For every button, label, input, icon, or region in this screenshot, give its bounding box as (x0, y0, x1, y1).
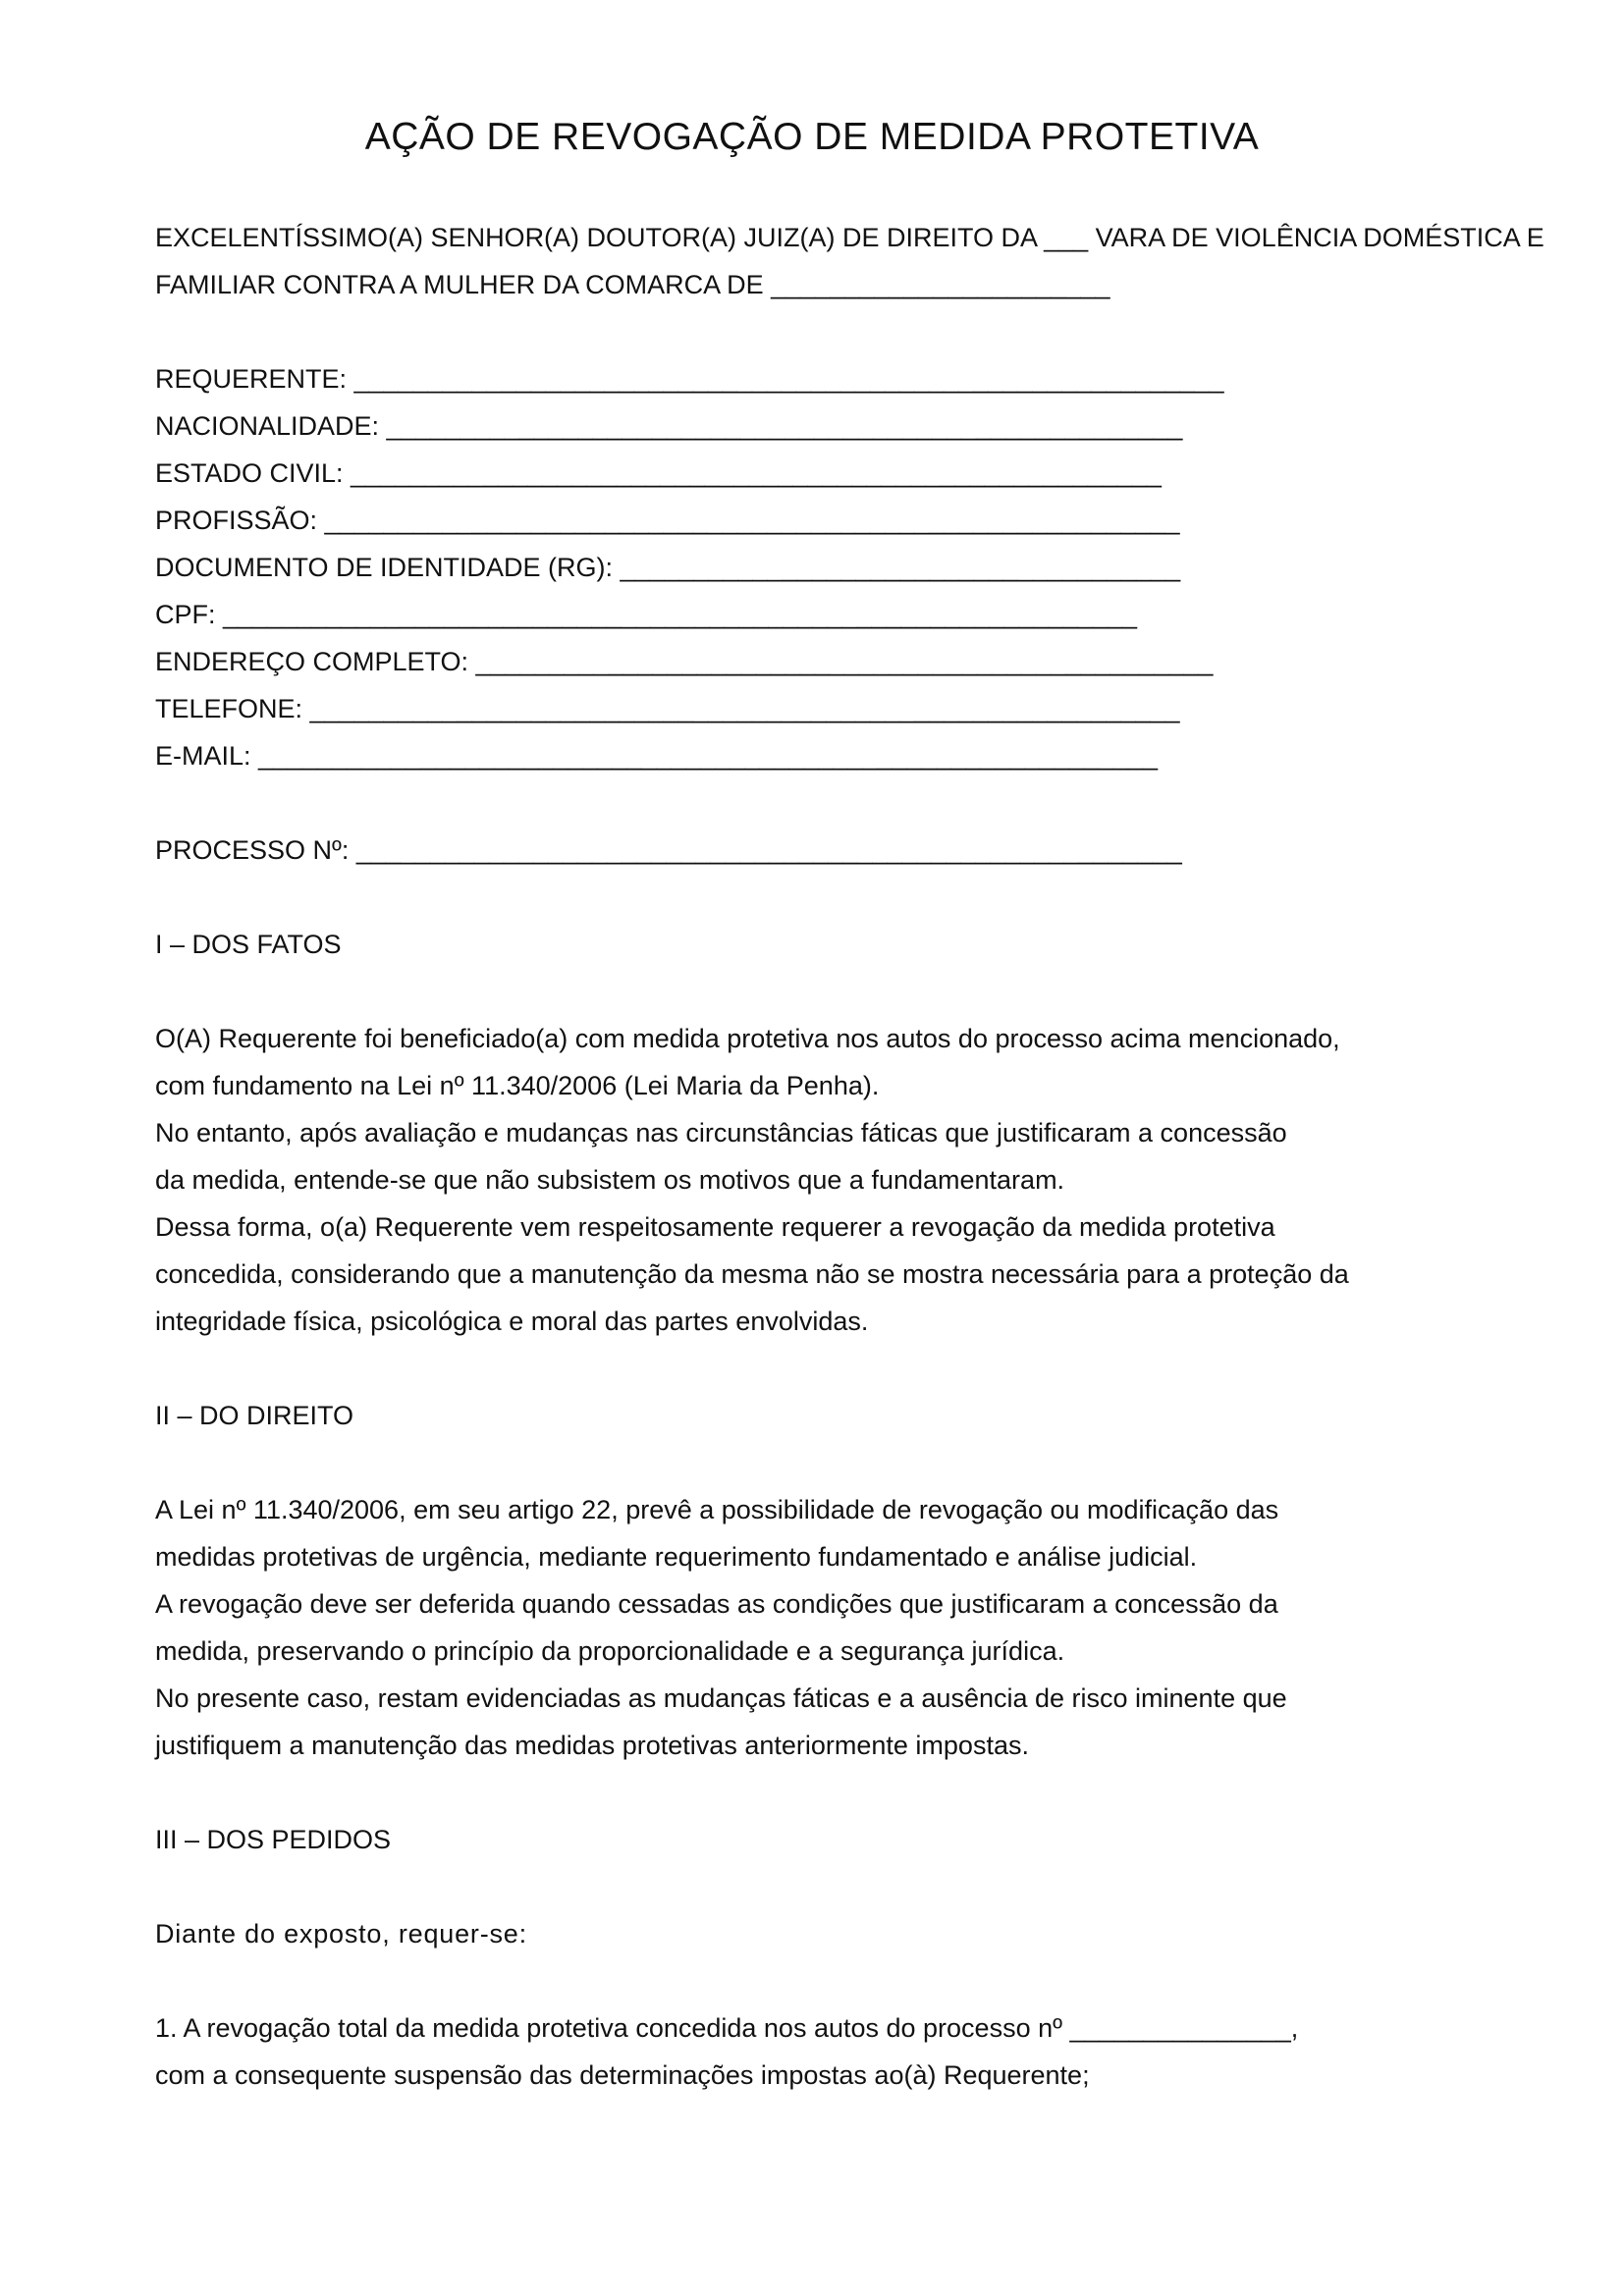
field-cpf: CPF: ______________________________________________________________ (155, 600, 1138, 629)
field-nacionalidade: NACIONALIDADE: ______________________________________________________ (155, 411, 1183, 441)
section-heading-fatos: I – DOS FATOS (155, 930, 342, 959)
field-telefone: TELEFONE: ___________________________________________________________ (155, 694, 1180, 723)
section-heading-pedidos: III – DOS PEDIDOS (155, 1825, 392, 1854)
direito-line-6: justifiquem a manutenção das medidas protetivas anteriormente impostas. (155, 1731, 1029, 1760)
direito-line-3: A revogação deve ser deferida quando cessadas as condições que justificaram a concessão da (155, 1589, 1278, 1619)
field-estado-civil: ESTADO CIVIL: _______________________________________________________ (155, 458, 1162, 488)
direito-line-2: medidas protetivas de urgência, mediante requerimento fundamentado e análise judicial. (155, 1542, 1198, 1572)
fatos-line-2: com fundamento na Lei nº 11.340/2006 (Lei Maria da Penha). (155, 1071, 880, 1100)
fatos-line-7: integridade física, psicológica e moral das partes envolvidas. (155, 1307, 869, 1336)
fatos-line-6: concedida, considerando que a manutenção da mesma não se mostra necessária para a proteção da (155, 1259, 1349, 1289)
fatos-line-4: da medida, entende-se que não subsistem os motivos que a fundamentaram. (155, 1165, 1065, 1195)
pedidos-item-1-line-1: 1. A revogação total da medida protetiva concedida nos autos do processo nº _______________, (155, 2013, 1299, 2043)
direito-line-1: A Lei nº 11.340/2006, em seu artigo 22, prevê a possibilidade de revogação ou modificação das (155, 1495, 1279, 1524)
field-email: E-MAIL: _____________________________________________________________ (155, 741, 1159, 771)
field-profissao: PROFISSÃO: __________________________________________________________ (155, 506, 1180, 535)
section-heading-direito: II – DO DIREITO (155, 1401, 354, 1430)
fatos-line-5: Dessa forma, o(a) Requerente vem respeitosamente requerer a revogação da medida protetiva (155, 1212, 1275, 1242)
fatos-line-3: No entanto, após avaliação e mudanças nas circunstâncias fáticas que justificaram a concessão (155, 1118, 1287, 1148)
document-title: AÇÃO DE REVOGAÇÃO DE MEDIDA PROTETIVA (364, 116, 1260, 158)
field-processo: PROCESSO Nº: ________________________________________________________ (155, 835, 1182, 865)
addressee-line-2: FAMILIAR CONTRA A MULHER DA COMARCA DE _______________________ (155, 270, 1110, 299)
pedidos-item-1-line-2: com a consequente suspensão das determinações impostas ao(à) Requerente; (155, 2060, 1090, 2090)
fatos-line-1: O(A) Requerente foi beneficiado(a) com medida protetiva nos autos do processo acima mencionado, (155, 1024, 1340, 1053)
direito-line-4: medida, preservando o princípio da proporcionalidade e a segurança jurídica. (155, 1636, 1065, 1666)
direito-line-5: No presente caso, restam evidenciadas as mudanças fáticas e a ausência de risco iminente que (155, 1683, 1287, 1713)
field-endereco: ENDEREÇO COMPLETO: __________________________________________________ (155, 647, 1214, 676)
field-requerente: REQUERENTE: ___________________________________________________________ (155, 364, 1224, 394)
field-rg: DOCUMENTO DE IDENTIDADE (RG): ______________________________________ (155, 553, 1181, 582)
pedidos-intro: Diante do exposto, requer-se: (155, 1919, 527, 1949)
addressee-line-1: EXCELENTÍSSIMO(A) SENHOR(A) DOUTOR(A) JUIZ(A) DE DIREITO DA ___ VARA DE VIOLÊNCIA DOMÉSTICA E (155, 223, 1544, 252)
